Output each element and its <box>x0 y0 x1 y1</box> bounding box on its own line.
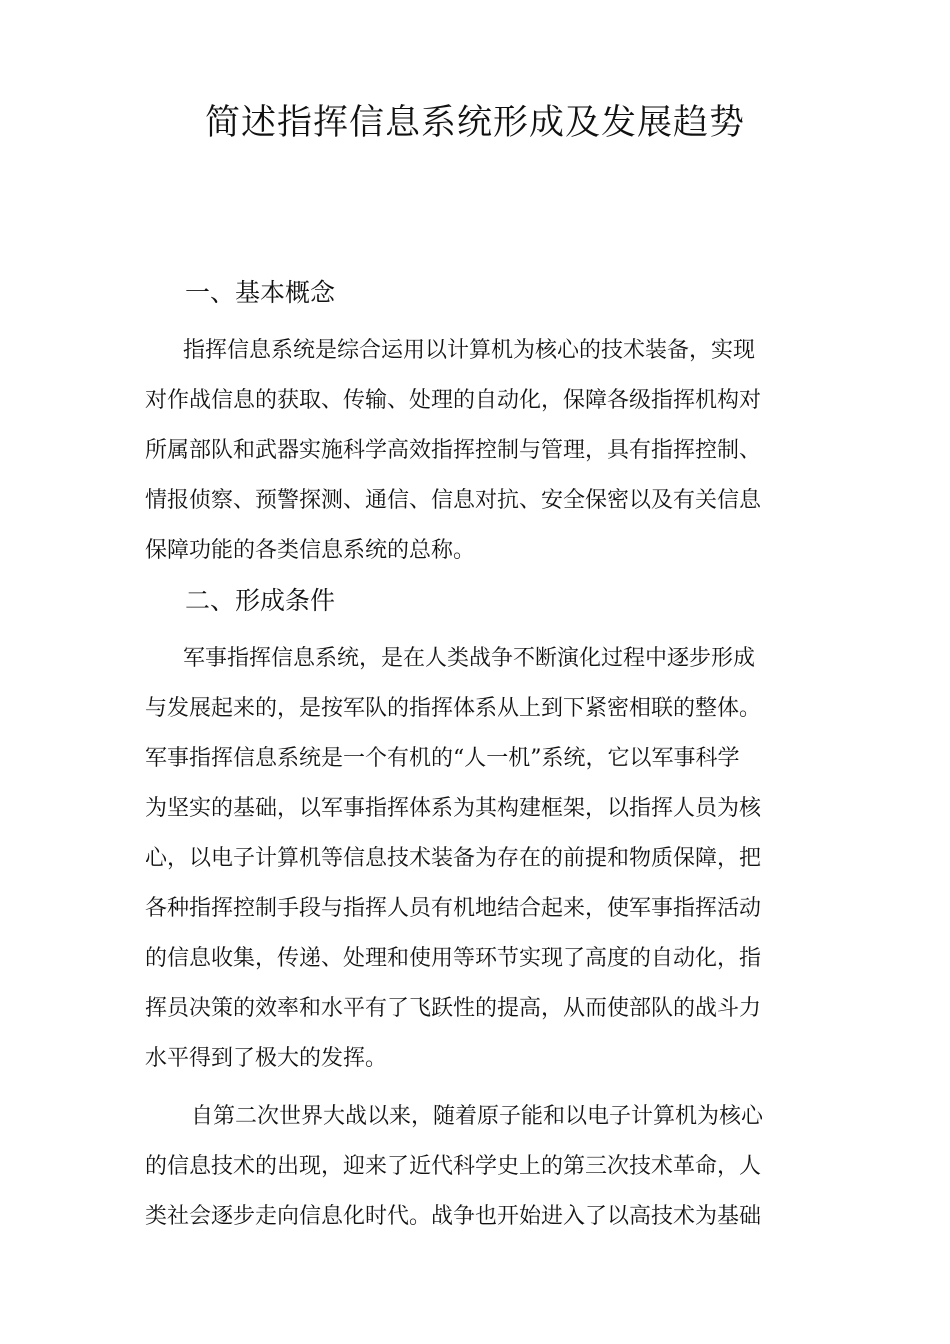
paragraph-line: 挥员决策的效率和水平有了飞跃性的提高，从而使部队的战斗力 <box>145 996 762 1021</box>
paragraph-line: 自第二次世界大战以来，随着原子能和以电子计算机为核心 <box>191 1104 764 1129</box>
section-heading-basic-concept: 一、基本概念 <box>185 278 336 307</box>
paragraph-line: 的信息技术的出现，迎来了近代科学史上的第三次技术革命，人 <box>145 1154 762 1179</box>
paragraph-basic-concept <box>145 326 815 576</box>
paragraph-third-tech-revolution <box>145 1092 815 1242</box>
paragraph-line: 与发展起来的，是按军队的指挥体系从上到下紧密相联的整体。 <box>145 696 762 721</box>
paragraph-line: 为坚实的基础，以军事指挥体系为其构建框架，以指挥人员为核 <box>145 796 762 821</box>
paragraph-line: 情报侦察、预警探测、通信、信息对抗、安全保密以及有关信息 <box>145 488 762 513</box>
paragraph-line: 类社会逐步走向信息化时代。战争也开始进入了以高技术为基础 <box>145 1204 762 1229</box>
paragraph-line: 对作战信息的获取、传输、处理的自动化，保障各级指挥机构对 <box>145 388 762 413</box>
paragraph-formation-conditions <box>145 634 815 1084</box>
paragraph-line: 心，以电子计算机等信息技术装备为存在的前提和物质保障，把 <box>145 846 762 871</box>
paragraph-line: 军事指挥信息系统，是在人类战争不断演化过程中逐步形成 <box>183 646 756 671</box>
paragraph-line: 水平得到了极大的发挥。 <box>145 1046 388 1071</box>
section-heading-formation-conditions: 二、形成条件 <box>185 586 336 615</box>
paragraph-line: 指挥信息系统是综合运用以计算机为核心的技术装备，实现 <box>183 338 756 363</box>
paragraph-line: 军事指挥信息系统是一个有机的“人一机”系统，它以军事科学 <box>145 746 740 771</box>
paragraph-line: 保障功能的各类信息系统的总称。 <box>145 538 476 563</box>
document-body <box>145 258 815 1242</box>
paragraph-line: 各种指挥控制手段与指挥人员有机地结合起来，使军事指挥活动 <box>145 896 762 921</box>
paragraph-line: 的信息收集，传递、处理和使用等环节实现了高度的自动化，指 <box>145 946 762 971</box>
paragraph-line: 所属部队和武器实施科学高效指挥控制与管理，具有指挥控制、 <box>145 438 762 463</box>
document-title: 简述指挥信息系统形成及发展趋势 <box>204 103 745 143</box>
